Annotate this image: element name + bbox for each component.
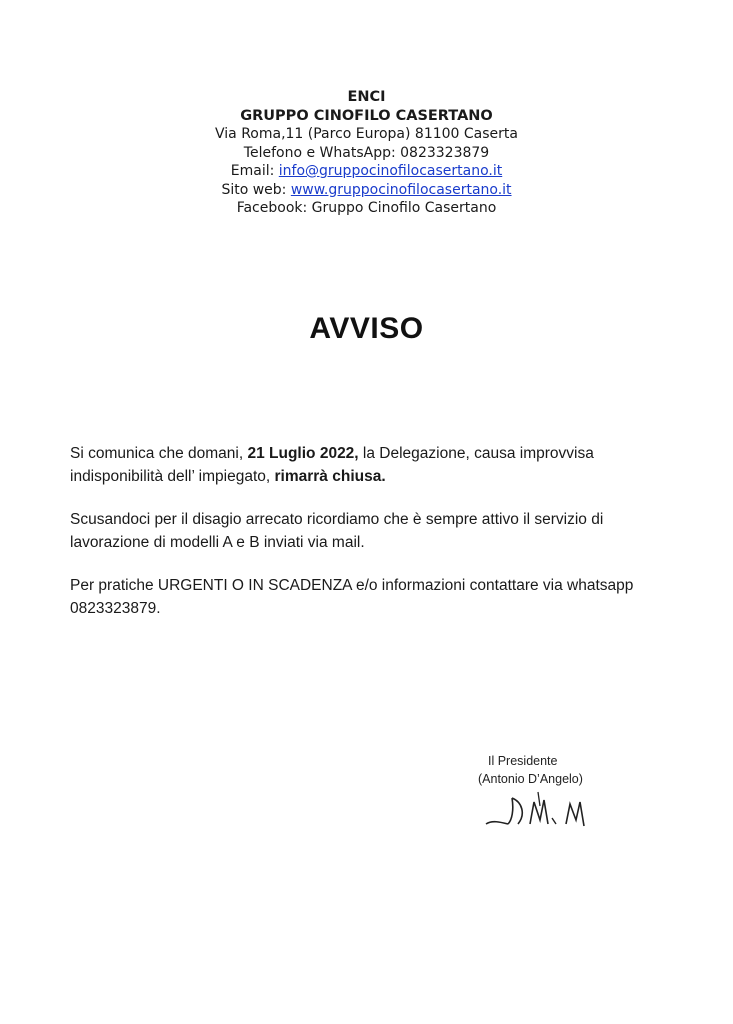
closure-date: 21 Luglio 2022, <box>247 445 359 462</box>
email-link[interactable]: info@gruppocinofilocasertano.it <box>278 163 503 179</box>
paragraph-contact: Per pratiche URGENTI O IN SCADENZA e/o informazioni contattare via whatsapp 0823323879. <box>70 577 634 617</box>
org-facebook: Facebook: Gruppo Cinofilo Casertano <box>236 200 497 216</box>
handwritten-signature <box>478 780 608 840</box>
email-label: Email: <box>230 163 279 179</box>
website-link[interactable]: www.gruppocinofilocasertano.it <box>290 181 512 198</box>
org-phone: Telefono e WhatsApp: 0823323879 <box>243 144 490 161</box>
paragraph-service: Scusandoci per il disagio arrecato ricordiamo che è sempre attivo il servizio di lavorazione di modelli A e B inviati via mail. <box>70 511 604 551</box>
org-name: GRUPPO CINOFILO CASERTANO <box>240 107 493 124</box>
letterhead <box>0 88 733 218</box>
org-address: Via Roma,11 (Parco Europa) 81100 Caserta <box>215 126 518 142</box>
signature-role: Il Presidente <box>488 754 558 768</box>
closure-text-1: Si comunica che domani, <box>70 445 248 462</box>
closure-text-2: la Delegazione, causa improvvisa indisponibilità dell’ impiegato, <box>70 445 594 485</box>
closure-status: rimarrà chiusa. <box>274 468 386 485</box>
signature-name: (Antonio D’Angelo) <box>478 772 583 786</box>
website-label: Sito web: <box>221 181 291 198</box>
org-website-line <box>0 181 733 200</box>
notice-title: AVVISO <box>309 312 424 345</box>
notice-body <box>70 442 670 640</box>
paragraph-closure <box>70 442 670 488</box>
org-email-line <box>0 162 733 181</box>
org-acronym: ENCI <box>347 89 386 105</box>
